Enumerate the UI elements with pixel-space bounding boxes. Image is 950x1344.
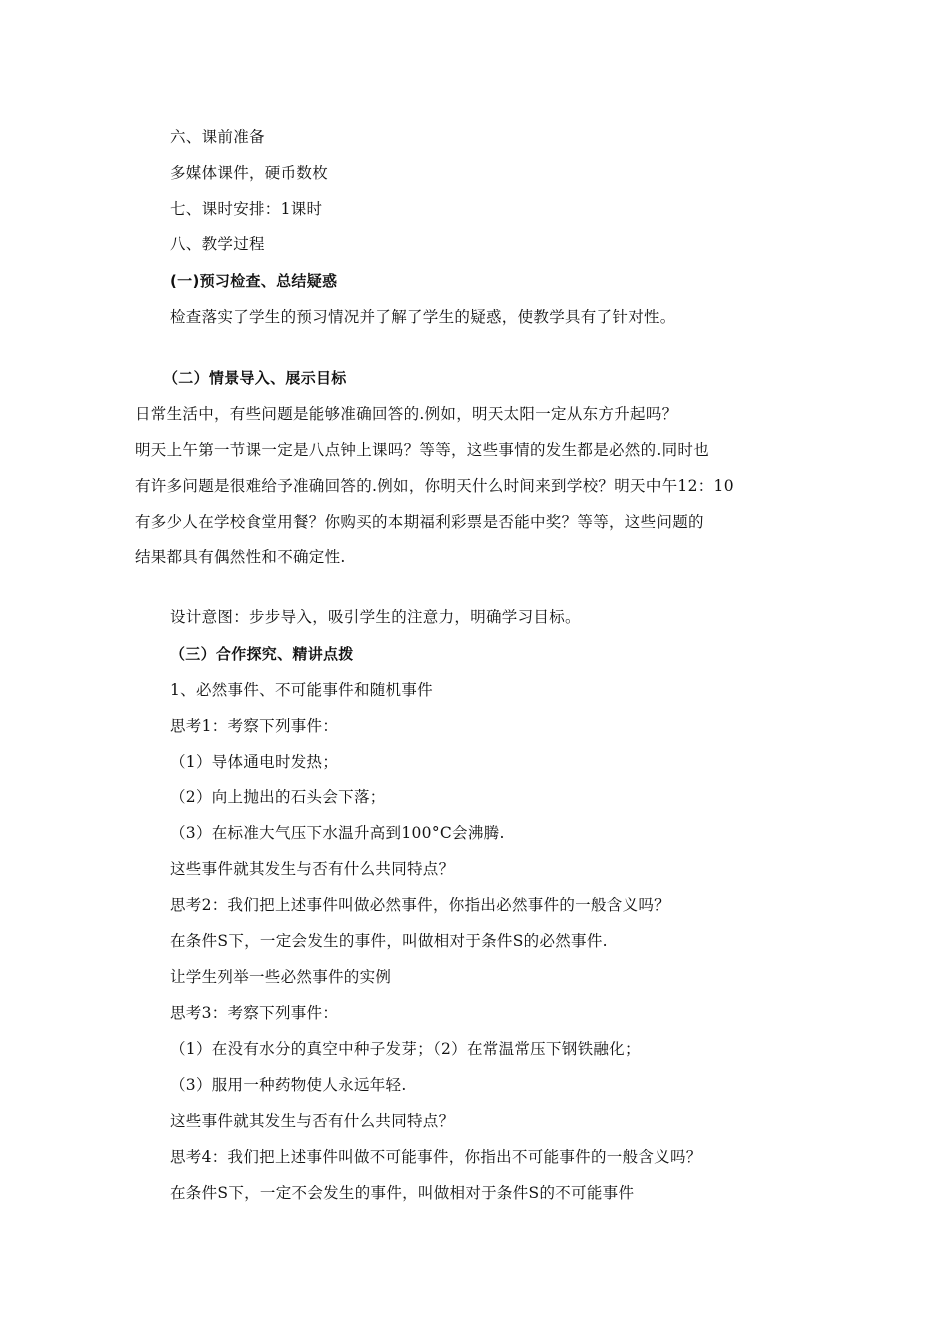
list-item: 在条件S下，一定不会发生的事件，叫做相对于条件S的不可能事件 — [170, 1184, 635, 1202]
section-heading-preview: (一)预习检查、总结疑惑 — [170, 272, 338, 290]
paragraph-intro-line: 明天上午第一节课一定是八点钟上课吗？等等，这些事情的发生都是必然的.同时也 — [135, 441, 710, 459]
heading-process: 八、教学过程 — [170, 235, 265, 253]
paragraph-intro-line: 结果都具有偶然性和不确定性. — [135, 548, 346, 566]
heading-schedule: 七、课时安排：1课时 — [170, 200, 323, 218]
list-item: 这些事件就其发生与否有什么共同特点？ — [170, 860, 455, 878]
list-item: 思考3：考察下列事件： — [170, 1004, 339, 1022]
paragraph-intro-line: 有许多问题是很难给予准确回答的.例如，你明天什么时间来到学校？明天中午12：10 — [135, 477, 734, 495]
list-item: 思考4：我们把上述事件叫做不可能事件，你指出不可能事件的一般含义吗？ — [170, 1148, 702, 1166]
list-item: （1）导体通电时发热； — [170, 753, 339, 771]
list-item: （3）在标准大气压下水温升高到100°C会沸腾. — [170, 824, 505, 842]
list-item: 在条件S下，一定会发生的事件，叫做相对于条件S的必然事件. — [170, 932, 608, 950]
paragraph-preview: 检查落实了学生的预习情况并了解了学生的疑惑，使教学具有了针对性。 — [170, 308, 676, 326]
list-item: 这些事件就其发生与否有什么共同特点？ — [170, 1112, 455, 1130]
paragraph-intro-line: 有多少人在学校食堂用餐？你购买的本期福利彩票是否能中奖？等等，这些问题的 — [135, 513, 704, 531]
section-heading-explore: （三）合作探究、精讲点拨 — [170, 645, 354, 663]
list-item: （3）服用一种药物使人永远年轻. — [170, 1076, 407, 1094]
list-item: （1）在没有水分的真空中种子发芽；（2）在常温常压下钢铁融化； — [170, 1040, 641, 1058]
paragraph-materials: 多媒体课件，硬币数枚 — [170, 164, 329, 182]
section-heading-intro: （二）情景导入、展示目标 — [163, 369, 347, 387]
subheading-events: 1、必然事件、不可能事件和随机事件 — [170, 681, 433, 699]
list-item: 思考2：我们把上述事件叫做必然事件，你指出必然事件的一般含义吗？ — [170, 896, 670, 914]
list-item: 思考1：考察下列事件： — [170, 717, 339, 735]
heading-prep: 六、课前准备 — [170, 128, 265, 146]
list-item: 让学生列举一些必然事件的实例 — [170, 968, 392, 986]
paragraph-intro-line: 日常生活中，有些问题是能够准确回答的.例如，明天太阳一定从东方升起吗？ — [135, 405, 678, 423]
list-item: （2）向上抛出的石头会下落； — [170, 788, 386, 806]
paragraph-design-intent: 设计意图：步步导入，吸引学生的注意力，明确学习目标。 — [170, 608, 581, 626]
